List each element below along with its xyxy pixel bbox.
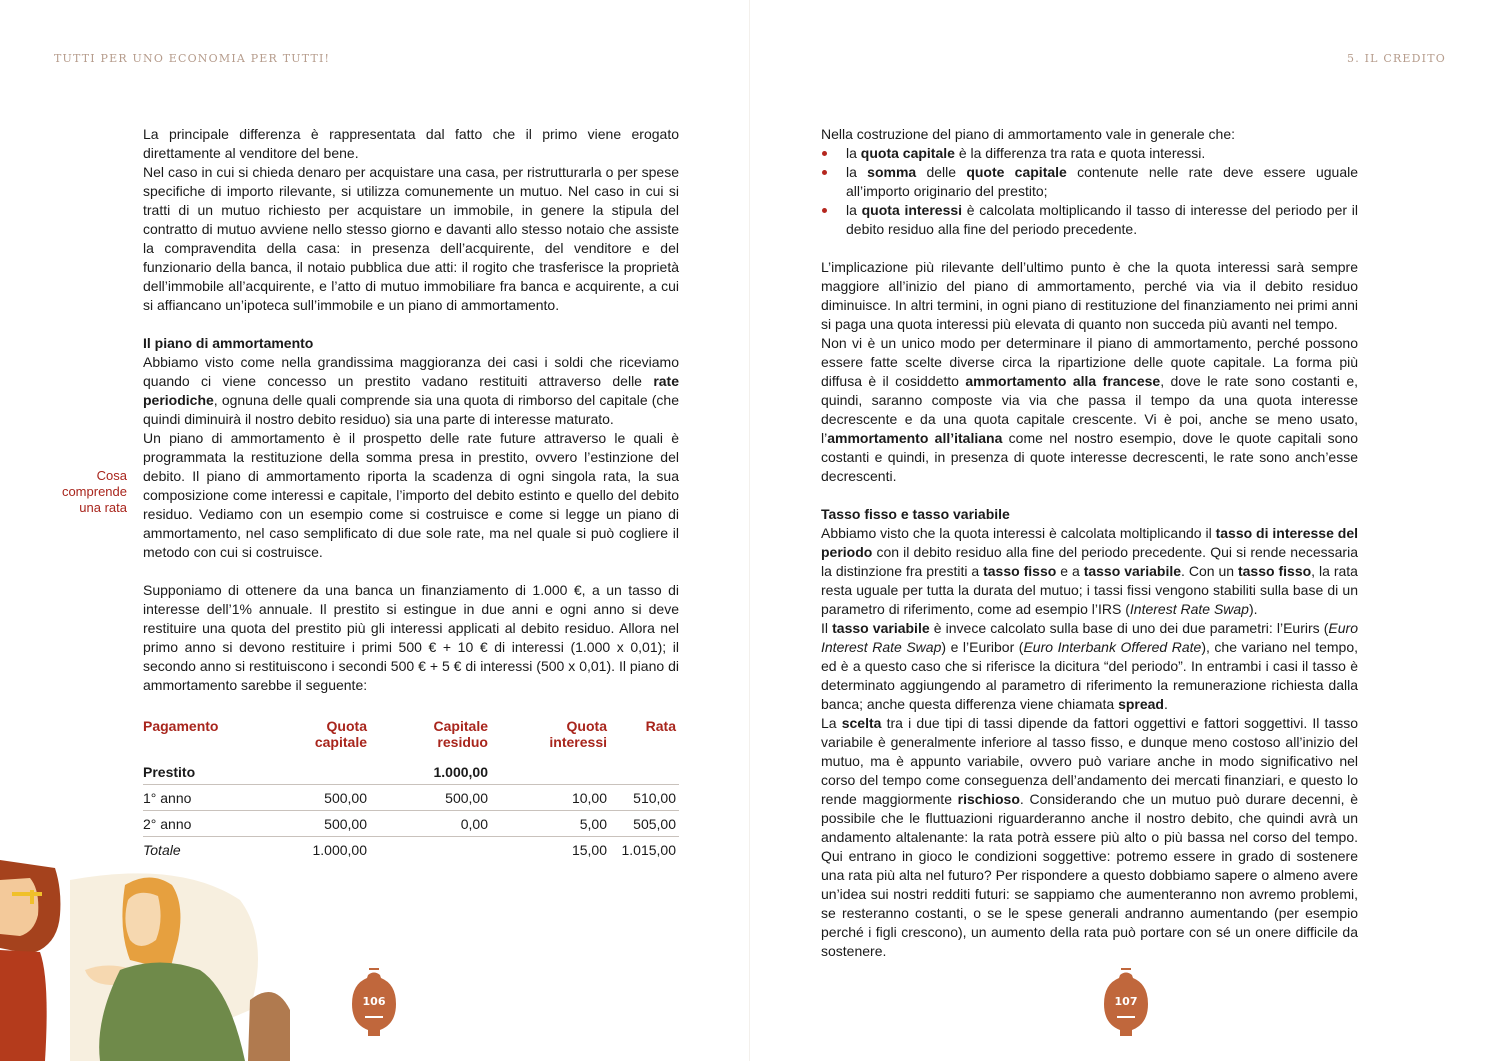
right-page-text (821, 125, 1358, 961)
paragraph: Abbiamo visto come nella grandissima maggioranza dei casi i soldi che riceviamo quando ci viene concesso un prestito vadano restituiti attraverso delle rate periodiche, ognuna delle quali comprende sia una quota di rimborso del capitale (che quindi diminuirà il nostro debito residuo) sia una parte di interesse maturato. (143, 354, 679, 427)
list-item: la somma delle quote capitale contenute nelle rate deve essere uguale all’importo originario del prestito; (821, 163, 1358, 201)
table-row: 1° anno 500,00 500,00 10,00 510,00 (143, 785, 679, 811)
section-heading: Tasso fisso e tasso variabile (821, 506, 1010, 522)
paragraph: Nella costruzione del piano di ammortamento vale in generale che: (821, 126, 1236, 142)
col-header: Quota capitale (314, 718, 367, 750)
table-row: Prestito 1.000,00 (143, 759, 679, 785)
page-number-left: 106 (350, 966, 398, 1043)
paragraph: La principale differenza è rappresentata dal fatto che il primo viene erogato direttamente al venditore del bene. (143, 126, 679, 161)
list-item: la quota interessi è calcolata moltiplicando il tasso di interesse del periodo per il debito residuo alla fine del periodo precedente. (821, 201, 1358, 239)
people-illustration (0, 860, 300, 1061)
col-header: Capitale residuo (433, 718, 488, 750)
paragraph: Non vi è un unico modo per determinare il piano di ammortamento, perché possono essere fatte scelte diverse circa la ripartizione delle quote capitale. La forma più diffusa è il cosiddetto ammortamento alla francese, dove le rate sono costanti e, quindi, saranno composte via via che passa il tempo da una quota interesse decrescente e da una quota capitale crescente. Vi è poi, anche se meno usato, l’ammortamento all’italiana come nel nostro esempio, dove le quote capitali sono costanti e quindi, in presenza di quote interesse decrescenti, le rate sono anch’esse decrescenti. (821, 335, 1359, 484)
margin-note: Cosa comprende una rata (61, 468, 127, 515)
page-number-right: 107 (1102, 966, 1150, 1043)
table-row: Totale 1.000,00 15,00 1.015,00 (143, 841, 676, 858)
paragraph: Un piano di ammortamento è il prospetto delle rate future attraverso le quali è programmata la restituzione della somma presa in prestito, ovvero l’estinzione del debito. Il piano di ammortamento riporta la scadenza di ogni singola rata, la sua composizione come interessi e capitale, l’importo del debito estinto e quello del debito residuo. Vediamo con un esempio come si costruisce e come si legge un piano di ammortamento, nel caso semplificato di due sole rate, ma nel quale si può cogliere il metodo con cui si costruisce. (143, 430, 679, 560)
amortization-table (143, 716, 679, 862)
running-head-left: TUTTI PER UNO ECONOMIA PER TUTTI! (54, 52, 331, 65)
spread-divider (749, 0, 750, 1061)
section-heading: Il piano di ammortamento (143, 335, 314, 351)
running-head-right: 5. IL CREDITO (1347, 52, 1446, 65)
paragraph: Supponiamo di ottenere da una banca un finanziamento di 1.000 €, a un tasso di interesse dell’1% annuale. Il prestito si estingue in due anni e ogni anno si deve restituire una quota del prestito più gli interessi applicati al debito residuo. Allora nel primo anno si devono restituire i primi 500 € + 10 € di interessi (1.000 x 0,01); il secondo anno si restituiscono i secondi 500 € + 5 € di interessi (500 x 0,01). Il piano di ammortamento sarebbe il seguente: (143, 582, 679, 693)
paragraph: Nel caso in cui si chieda denaro per acquistare una casa, per ristrutturarla o per spese specifiche di importo rilevante, si utilizza comunemente un mutuo. Nel caso in cui si tratti di un mutuo richiesto per acquistare un immobile, in genere la stipula del contratto di mutuo avviene nello stesso giorno e davanti allo stesso notaio che assiste la compravendita della casa: in presenza dell’acquirente, del venditore e del funzionario della banca, il notaio pubblica due atti: il rogito che trasferisce la proprietà dell’immobile all’acquirente, e l’atto di mutuo immobiliare fra banca e acquirente, a cui si affiancano un’ipoteca sull’immobile e un piano di ammortamento. (143, 164, 679, 313)
col-header: Rata (645, 718, 676, 734)
paragraph: Abbiamo visto che la quota interessi è calcolata moltiplicando il tasso di interesse del periodo con il debito residuo alla fine del periodo precedente. Qui si rende necessaria la distinzione fra prestiti a tasso fisso e a tasso variabile. Con un tasso fisso, la rata resta uguale per tutta la durata del mutuo; i tassi fissi vengono stabiliti sulla base di un parametro di riferimento, come ad esempio l’IRS (Interest Rate Swap). (821, 525, 1358, 617)
list-item: la quota capitale è la differenza tra rata e quota interessi. (821, 144, 1358, 163)
paragraph: L’implicazione più rilevante dell’ultimo punto è che la quota interessi sarà sempre maggiore all’inizio del piano di ammortamento, perché via via il debito residuo diminuisce. In altri termini, in ogni piano di restituzione del finanziamento nei primi anni si paga una quota interessi più elevata di quanto non succeda più avanti nel tempo. (821, 259, 1358, 332)
paragraph: La scelta tra i due tipi di tassi dipende da fattori oggettivi e fattori soggettivi. Il tasso variabile è generalmente inferiore al tasso fisso, e dunque meno costoso all’inizio del mutuo, ma è appunto variabile, ovvero può variare anche in modo significativo nel corso del tempo come conseguenza dell’andamento dei mercati finanziari, e questo lo rende maggiormente rischioso. Considerando che un mutuo può durare decenni, è possibile che le fluttuazioni riguarderanno anche il nostro debito, che quindi avrà un andamento altalenante: la rata potrà essere più alto o più bassa nel corso del tempo. Qui entrano in gioco le condizioni soggettive: potremo essere in grado di sostenere una rata più alta nel futuro? Per rispondere a questo dobbiamo sapere o almeno avere un’idea sui nostri redditi futuri: se sappiamo che aumenteranno non avremo problemi, se resteranno costanti, o se le spese generali andranno aumentando (per esempio perché i figli crescono), un aumento della rata può portare con sé un onere difficile da sostenere. (821, 715, 1358, 959)
col-header: Quota interessi (549, 718, 607, 750)
col-header: Pagamento (143, 718, 219, 734)
table-header-row (143, 716, 679, 759)
paragraph: Il tasso variabile è invece calcolato sulla base di uno dei due parametri: l’Eurirs (Euro Interest Rate Swap) e l’Euribor (Euro Interbank Offered Rate), che variano nel tempo, ed è a questo caso che si riferisce la dicitura “del periodo”. In entrambi i casi il tasso è determinato aggiungendo al parametro di riferimento la remunerazione richiesta dalla banca; anche questa differenza viene chiamata spread. (821, 620, 1359, 712)
left-page-text (143, 125, 679, 695)
bullet-list (821, 144, 1358, 239)
table-row: 2° anno 500,00 0,00 5,00 505,00 (143, 811, 679, 837)
